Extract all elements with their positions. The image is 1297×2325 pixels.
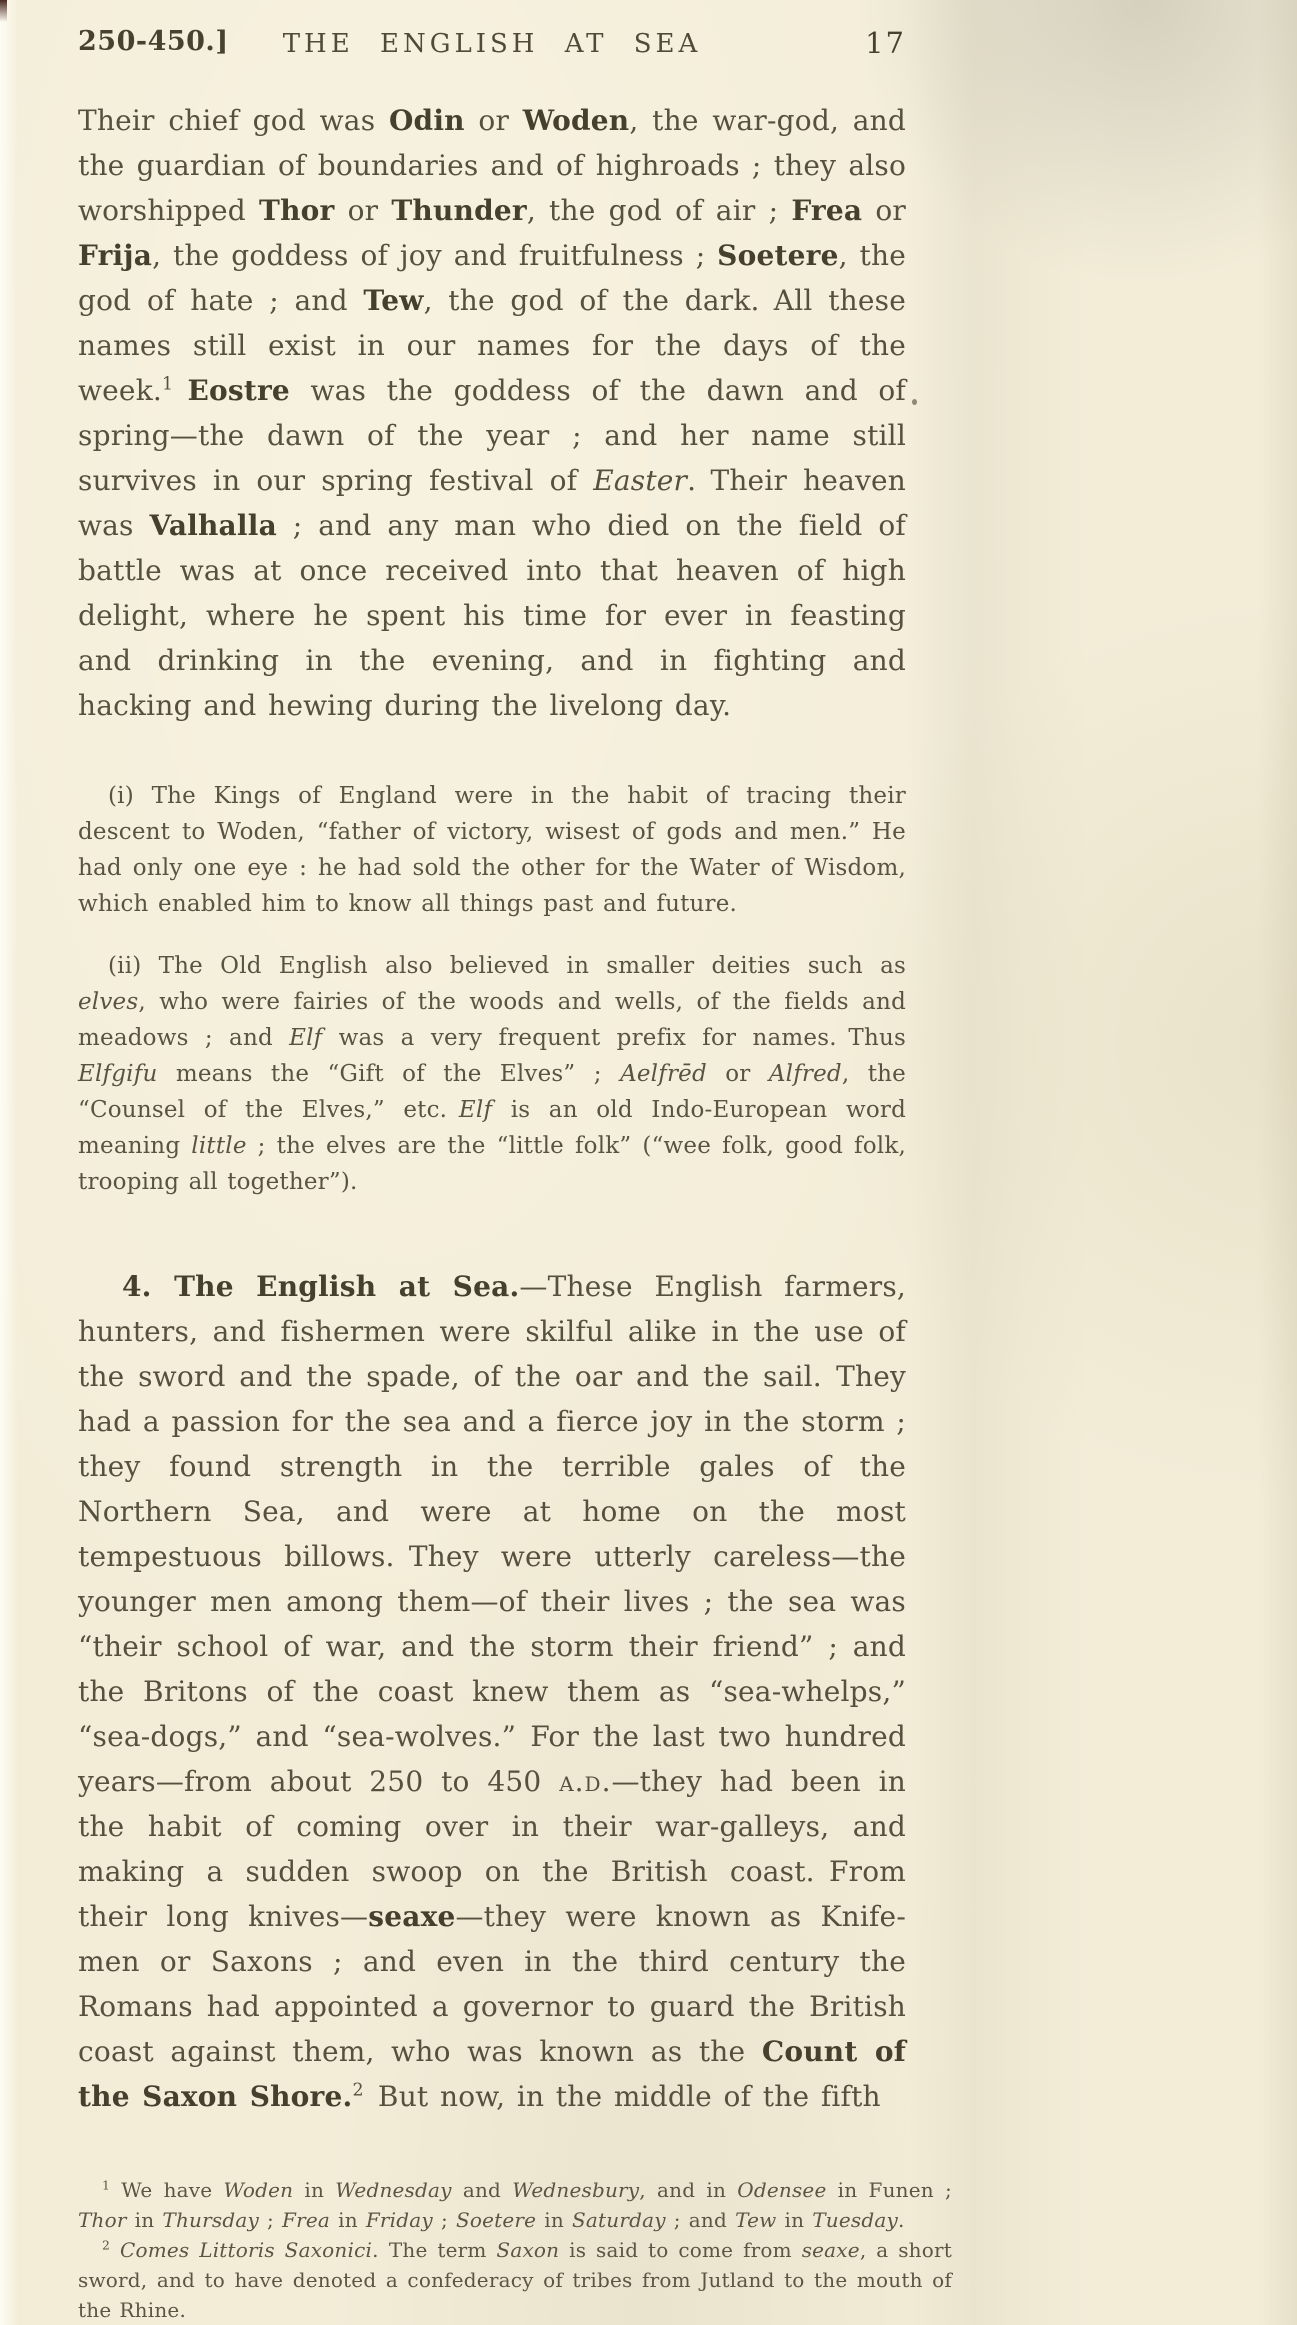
scan-corner-mark — [0, 0, 7, 22]
paragraph-english-at-sea: 4. The English at Sea.—These English farmers, hunters, and fishermen were skilful alike in the use of the sword and the spade, of the oar and the sail. They had a passion for the sea and a fierce joy in the storm ; they found strength in the terrible gales of the Northern Sea, and were at home on the most tempestuous billows. They were utterly careless—the younger men among them—of their lives ; the sea was “their school of war, and the storm their friend” ; and the Britons of the coast knew them as “sea-whelps,” “sea-dogs,” and “sea-wolves.” For the last two hundred years—from about 250 to 450 a.d.—they had been in the habit of coming over in their war-galleys, and making a sudden swoop on the British coast. From their long knives—seaxe—they were known as Knife-men or Saxons ; and even in the third century the Romans had appointed a governor to guard the British coast against them, who was known as the Count of the Saxon Shore.$^2$ But now, in the middle of the fifth — [78, 1270, 906, 2113]
footnote-1: $^1$ We have Woden in Wednesday and Wednesbury, and in Odensee in Funen ; Thor in Thursday ; Frea in Friday ; Soetere in Saturday ; and Tew in Tuesday. — [78, 2177, 952, 2232]
paragraph-chief-gods: Their chief god was Odin or Woden, the war-god, and the guardian of boundaries and of highroads ; they also worshipped Thor or Thunder, the god of air ; Frea or Frija, the goddess of joy and fruitfulness ; Soetere, the god of hate ; and Tew, the god of the dark. All these names still exist in our names for the days of the week.$^1$ Eostre was the goddess of the dawn and of spring—the dawn of the year ; and her name still survives in our spring festival of Easter. Their heaven was Valhalla ; and any man who died on the field of battle was at once received into that heaven of high delight, where he spent his time for ever in feasting and drinking in the evening, and in fighting and hacking and hewing during the livelong day. — [78, 104, 907, 722]
running-title: THE ENGLISH AT SEA — [282, 29, 702, 59]
ink-speck — [912, 399, 917, 405]
page-header — [78, 24, 906, 64]
note-kings-of-england: (i) The Kings of England were in the habit of tracing their descent to Woden, “father of victory, wisest of gods and men.” He had only one eye : he had sold the other for the Water of Wisdom, which enabled him to know all things past and future. — [78, 783, 906, 917]
page-number: 17 — [865, 26, 906, 60]
footnote-2: $^2$ Comes Littoris Saxonici. The term Saxon is said to come from seaxe, a short sword, and to have denoted a confederacy of tribes from Jutland to the mouth of the Rhine. — [78, 2237, 952, 2322]
note-old-english-elves: (ii) The Old English also believed in smaller deities such as elves, who were fairies of the woods and wells, of the fields and meadows ; and Elf was a very frequent prefix for names. Thus Elfgifu means the “Gift of the Elves” ; Aelfrēd or Alfred, the “Counsel of the Elves,” etc. Elf is an old Indo-European word meaning little ; the elves are the “little folk” (“wee folk, good folk, trooping all together”). — [78, 953, 907, 1195]
text-column — [78, 0, 952, 2325]
date-range-label: 250-450.] — [78, 26, 229, 57]
footnotes-block — [78, 2175, 952, 2325]
